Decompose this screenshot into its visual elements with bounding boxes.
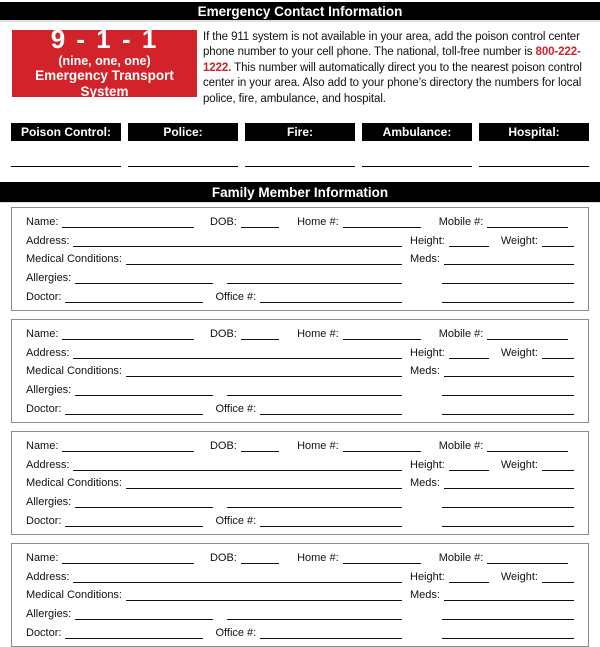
allergies-field[interactable] [75, 274, 213, 284]
address-label: Address: [26, 346, 70, 359]
dob-label: DOB: [209, 215, 237, 228]
weight-field[interactable] [542, 237, 574, 247]
medical-row [26, 362, 574, 381]
height-weight-zone [402, 236, 574, 250]
height-label: Height: [410, 458, 445, 471]
meds-continuation-zone-2 [402, 629, 574, 642]
name-label: Name: [26, 327, 59, 340]
office-phone-label: Office #: [215, 626, 257, 639]
height-weight-zone [402, 572, 574, 586]
dob-field[interactable] [241, 554, 279, 564]
weight-field[interactable] [542, 573, 574, 583]
address-row [26, 567, 574, 586]
doctor-label: Doctor: [26, 514, 62, 527]
family-member-block [11, 319, 589, 423]
allergies-row [26, 492, 574, 511]
home-phone-label: Home #: [297, 551, 339, 564]
allergies-field[interactable] [75, 498, 213, 508]
instructions-text-before: If the 911 system is not available in your area, add the poison control center phone number to your cell phone. The national, toll-free number is [203, 31, 580, 59]
meds-continuation-field-2[interactable] [442, 405, 574, 415]
address-row [26, 455, 574, 474]
office-phone-label: Office #: [215, 403, 257, 415]
medical-row [26, 474, 574, 493]
weight-label: Weight: [500, 570, 538, 583]
allergies-field[interactable] [75, 610, 213, 620]
height-field[interactable] [449, 349, 489, 359]
meds-continuation-field-2[interactable] [442, 629, 574, 639]
height-weight-zone [402, 460, 574, 474]
allergies-label: Allergies: [26, 384, 72, 397]
meds-continuation-field[interactable] [442, 610, 574, 620]
name-label: Name: [26, 215, 59, 228]
home-phone-field[interactable] [343, 218, 421, 228]
hospital-field[interactable] [479, 141, 589, 167]
address-field[interactable] [73, 573, 402, 583]
allergies-continuation-field[interactable] [227, 610, 402, 620]
police-label: Police: [128, 123, 238, 141]
mobile-phone-label: Mobile #: [438, 439, 484, 452]
ambulance-label: Ambulance: [362, 123, 472, 141]
doctor-label: Doctor: [26, 626, 62, 639]
weight-label: Weight: [500, 234, 538, 247]
name-field[interactable] [62, 218, 194, 228]
meds-field[interactable] [444, 367, 574, 377]
address-field[interactable] [73, 461, 402, 471]
poison-control-phone-number: 800-222-1222. [203, 46, 581, 74]
height-field[interactable] [449, 237, 489, 247]
page-title: Emergency Contact Information [0, 2, 600, 22]
address-row [26, 343, 574, 362]
family-member-block [11, 207, 589, 311]
medical-conditions-label: Medical Conditions: [26, 477, 122, 490]
emergency-number: 9 - 1 - 1 [50, 24, 159, 55]
doctor-field[interactable] [65, 293, 203, 303]
meds-continuation-zone-2 [402, 293, 574, 306]
doctor-field[interactable] [65, 629, 203, 639]
mobile-phone-label: Mobile #: [438, 551, 484, 564]
allergies-continuation-field[interactable] [227, 386, 402, 396]
mobile-phone-label: Mobile #: [438, 327, 484, 340]
height-field[interactable] [449, 573, 489, 583]
family-section [0, 207, 600, 647]
mobile-phone-field[interactable] [487, 330, 568, 340]
height-label: Height: [410, 346, 445, 359]
meds-continuation-zone-2 [402, 517, 574, 530]
weight-label: Weight: [500, 346, 538, 359]
allergies-row [26, 380, 574, 399]
emergency-info-row [12, 24, 590, 107]
address-label: Address: [26, 570, 70, 583]
mobile-phone-field[interactable] [487, 218, 568, 228]
dob-label: DOB: [209, 327, 237, 340]
name-field[interactable] [62, 554, 194, 564]
address-field[interactable] [73, 349, 402, 359]
home-phone-field[interactable] [343, 330, 421, 340]
meds-label: Meds: [410, 365, 440, 378]
doctor-field[interactable] [65, 405, 203, 415]
name-row [26, 324, 574, 343]
name-field[interactable] [62, 442, 194, 452]
office-phone-field[interactable] [260, 405, 402, 415]
emergency-911-box [12, 24, 197, 100]
allergies-row [26, 268, 574, 287]
meds-field[interactable] [444, 591, 574, 601]
meds-field[interactable] [444, 255, 574, 265]
name-row [26, 548, 574, 567]
height-weight-zone [402, 348, 574, 362]
meds-label: Meds: [410, 253, 440, 266]
home-phone-label: Home #: [297, 439, 339, 452]
doctor-field[interactable] [65, 517, 203, 527]
weight-field[interactable] [542, 349, 574, 359]
poison-control-field[interactable] [11, 141, 121, 167]
emergency-contacts-fields [11, 141, 589, 167]
meds-zone [402, 590, 574, 604]
allergies-label: Allergies: [26, 496, 72, 509]
poison-control-instructions [203, 30, 590, 107]
family-member-block [11, 543, 589, 647]
dob-label: DOB: [209, 439, 237, 452]
name-label: Name: [26, 439, 59, 452]
meds-continuation-zone [402, 610, 574, 623]
meds-continuation-field-2[interactable] [442, 293, 574, 303]
medical-conditions-field[interactable] [126, 255, 402, 265]
meds-continuation-field[interactable] [442, 498, 574, 508]
allergies-row [26, 604, 574, 623]
emergency-number-words: (nine, one, one) [58, 53, 151, 68]
family-section-title: Family Member Information [0, 182, 600, 203]
allergies-field[interactable] [75, 386, 213, 396]
meds-zone [402, 254, 574, 268]
home-phone-field[interactable] [343, 442, 421, 452]
fire-label: Fire: [245, 123, 355, 141]
medical-row [26, 586, 574, 605]
allergies-label: Allergies: [26, 608, 72, 621]
meds-label: Meds: [410, 477, 440, 490]
meds-continuation-zone [402, 274, 574, 287]
medical-conditions-field[interactable] [126, 591, 402, 601]
dob-field[interactable] [241, 442, 279, 452]
family-member-block [11, 431, 589, 535]
doctor-label: Doctor: [26, 403, 62, 415]
meds-continuation-zone [402, 498, 574, 511]
medical-conditions-label: Medical Conditions: [26, 253, 122, 266]
office-phone-field[interactable] [260, 629, 402, 639]
ambulance-field[interactable] [362, 141, 472, 167]
height-label: Height: [410, 234, 445, 247]
mobile-phone-label: Mobile #: [438, 215, 484, 228]
instructions-text-after: This number will automatically direct you to the nearest poison control center in your area. Also add to your phone’s directory the numbers for local police, fire, ambulance, and hospital. [203, 61, 582, 105]
meds-continuation-field[interactable] [442, 274, 574, 284]
dob-label: DOB: [209, 551, 237, 564]
allergies-label: Allergies: [26, 272, 72, 285]
medical-conditions-label: Medical Conditions: [26, 365, 122, 378]
doctor-label: Doctor: [26, 291, 62, 304]
medical-row [26, 250, 574, 269]
hospital-label: Hospital: [479, 123, 589, 141]
emergency-system-caption: Emergency Transport System [35, 68, 174, 100]
meds-zone [402, 478, 574, 492]
office-phone-field[interactable] [260, 517, 402, 527]
home-phone-label: Home #: [297, 215, 339, 228]
emergency-contacts-labels [11, 123, 589, 141]
name-label: Name: [26, 551, 59, 564]
medical-conditions-field[interactable] [126, 367, 402, 377]
address-label: Address: [26, 458, 70, 471]
meds-field[interactable] [444, 479, 574, 489]
meds-label: Meds: [410, 589, 440, 602]
home-phone-field[interactable] [343, 554, 421, 564]
height-label: Height: [410, 570, 445, 583]
mobile-phone-field[interactable] [487, 554, 568, 564]
police-field[interactable] [128, 141, 238, 167]
poison-control-label: Poison Control: [11, 123, 121, 141]
allergies-continuation-field[interactable] [227, 498, 402, 508]
doctor-row [26, 399, 574, 418]
name-row [26, 436, 574, 455]
fire-field[interactable] [245, 141, 355, 167]
office-phone-label: Office #: [215, 514, 257, 527]
name-row [26, 212, 574, 231]
meds-continuation-zone-2 [402, 405, 574, 418]
meds-continuation-zone [402, 386, 574, 399]
height-field[interactable] [449, 461, 489, 471]
dob-field[interactable] [241, 218, 279, 228]
address-field[interactable] [73, 237, 402, 247]
address-row [26, 231, 574, 250]
office-phone-field[interactable] [260, 293, 402, 303]
home-phone-label: Home #: [297, 327, 339, 340]
doctor-row [26, 511, 574, 530]
doctor-row [26, 287, 574, 306]
office-phone-label: Office #: [215, 291, 257, 304]
name-field[interactable] [62, 330, 194, 340]
meds-continuation-field-2[interactable] [442, 517, 574, 527]
doctor-row [26, 623, 574, 642]
meds-zone [402, 366, 574, 380]
address-label: Address: [26, 234, 70, 247]
medical-conditions-field[interactable] [126, 479, 402, 489]
meds-continuation-field[interactable] [442, 386, 574, 396]
dob-field[interactable] [241, 330, 279, 340]
weight-field[interactable] [542, 461, 574, 471]
medical-conditions-label: Medical Conditions: [26, 589, 122, 602]
mobile-phone-field[interactable] [487, 442, 568, 452]
allergies-continuation-field[interactable] [227, 274, 402, 284]
weight-label: Weight: [500, 458, 538, 471]
